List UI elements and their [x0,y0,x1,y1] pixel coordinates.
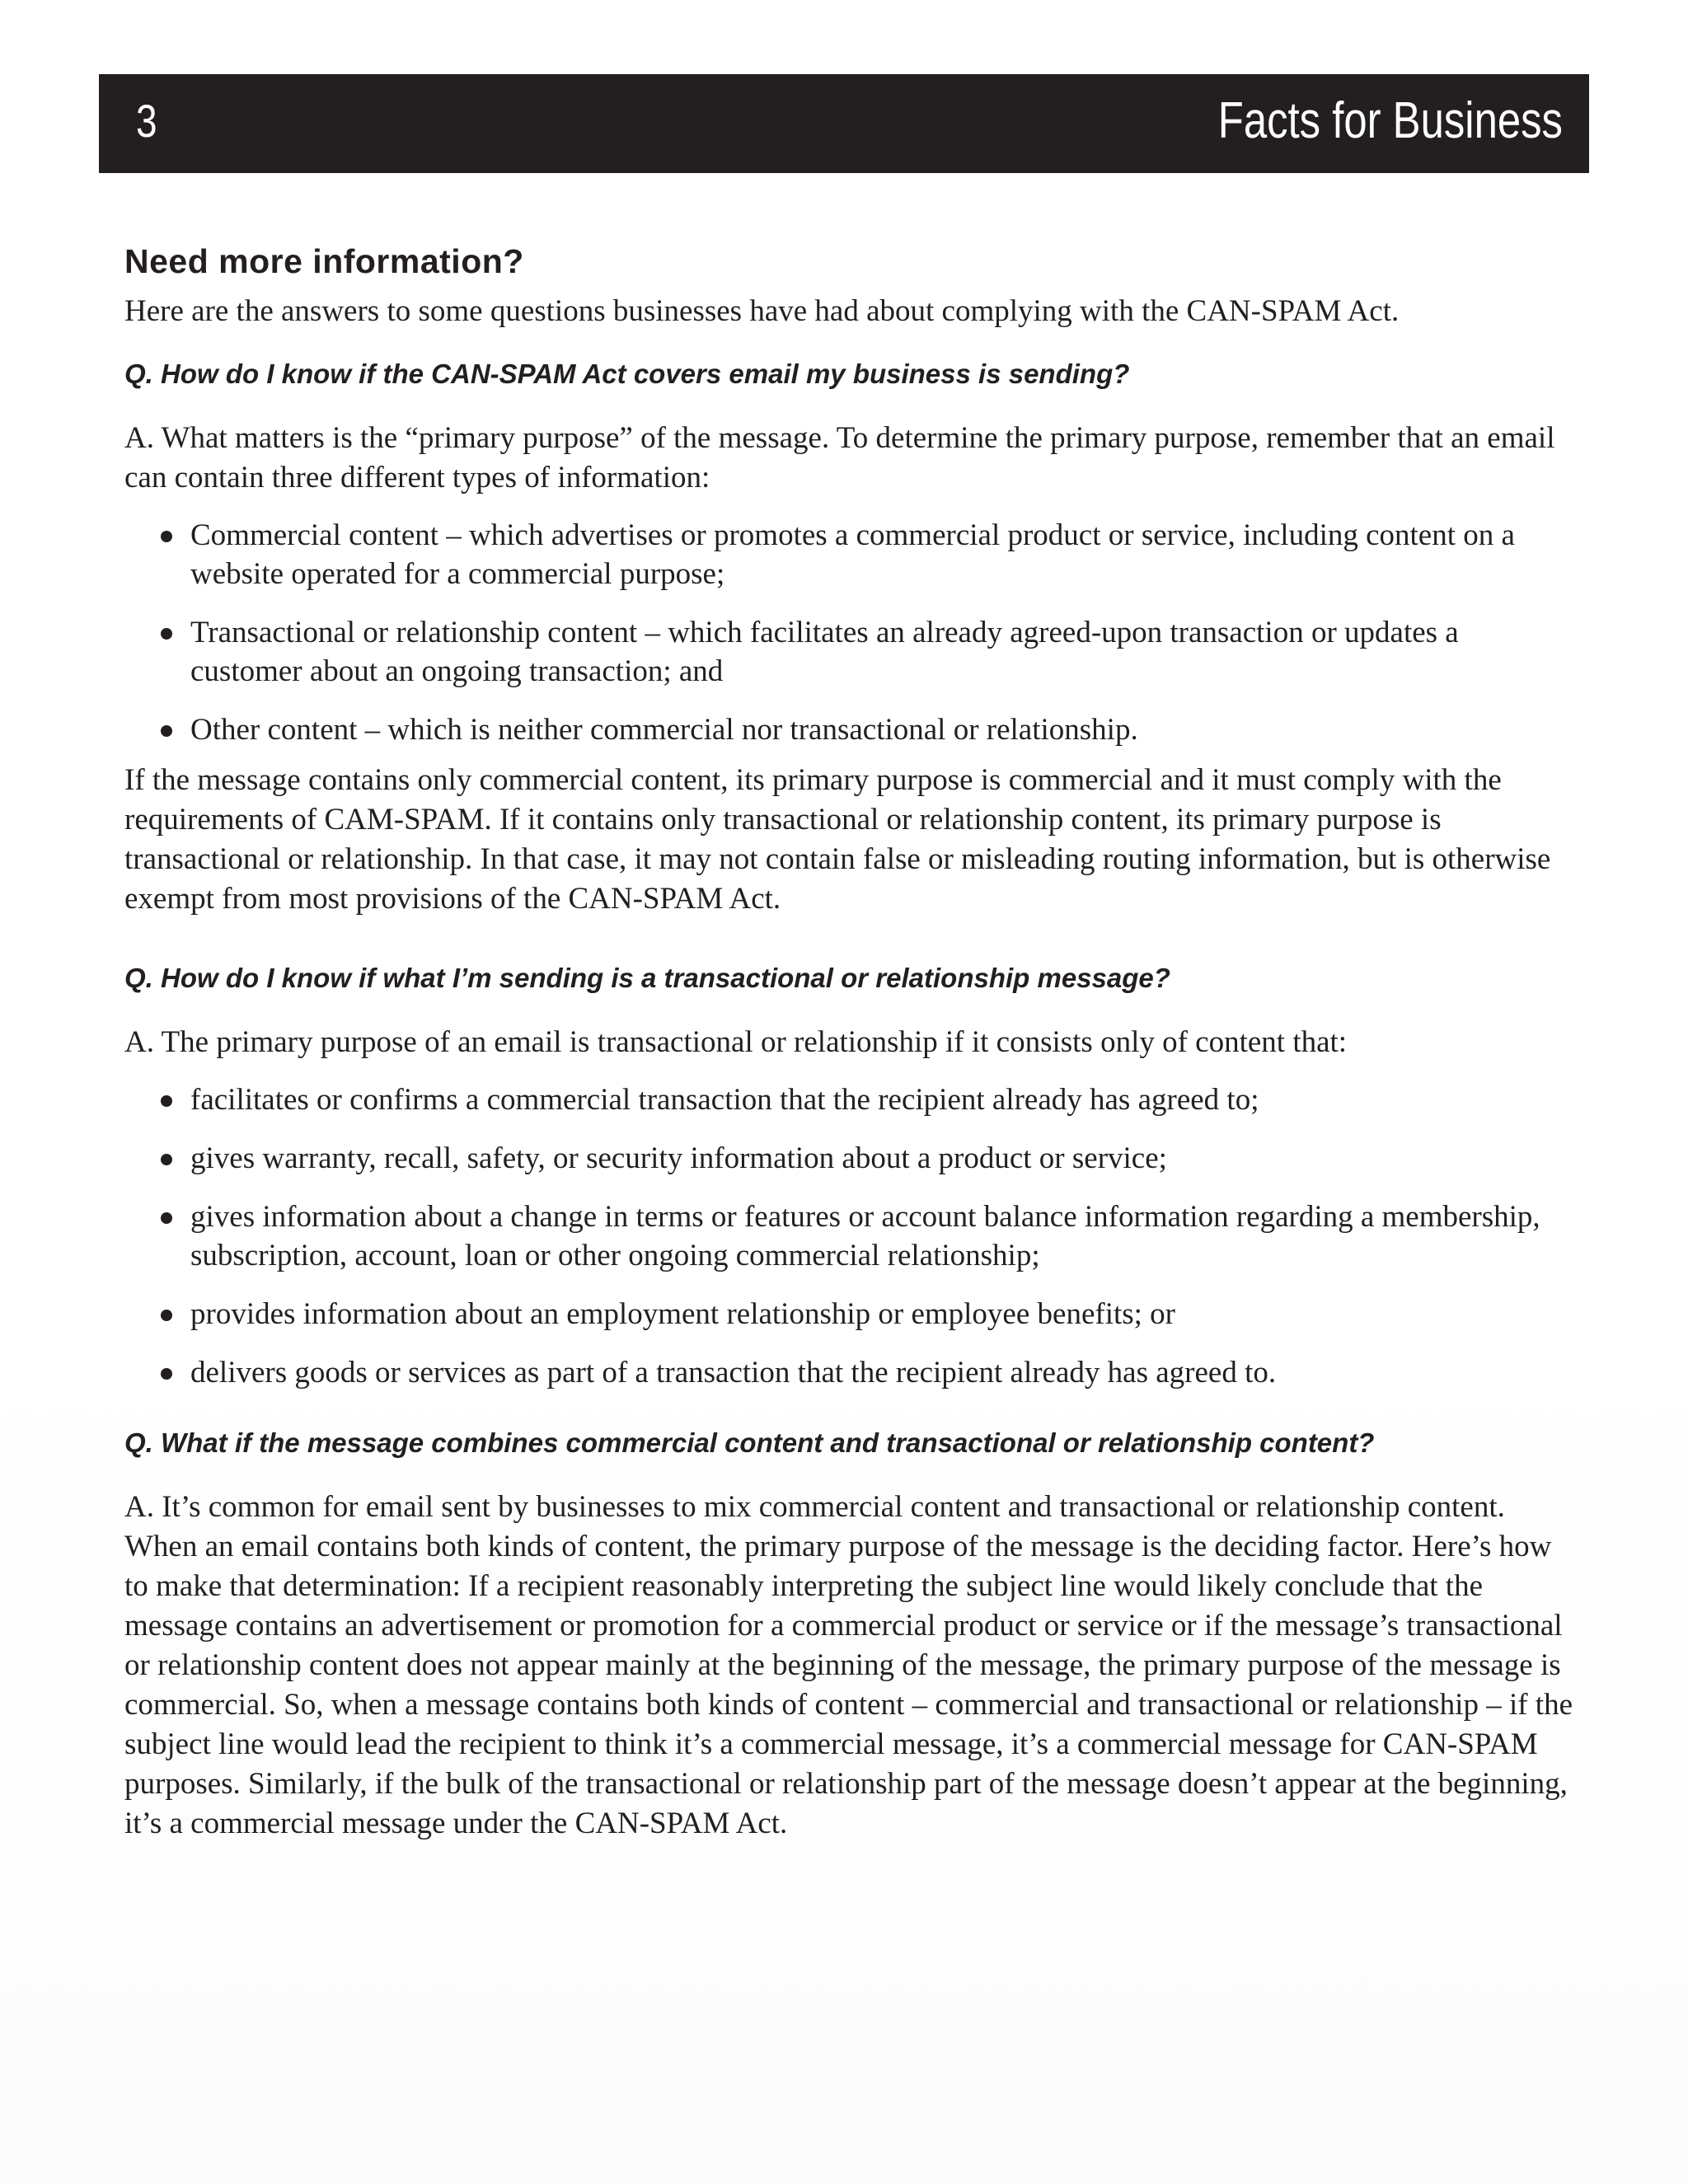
header-title: Facts for Business [1217,92,1563,149]
bullet-list-2 [124,1080,1575,1392]
list-item [124,1353,1575,1392]
list-item-text: facilitates or confirms a commercial transaction that the recipient already has agreed to; [190,1083,1259,1117]
answer-1: A. What matters is the “primary purpose” of the message. To determine the primary purpose, remember that an email can contain three different types of information: [124,421,1555,494]
list-item-text: delivers goods or services as part of a transaction that the recipient already has agreed to. [190,1356,1277,1390]
bullet-icon [161,1368,172,1380]
bullet-icon [161,1154,172,1165]
bullet-icon [161,1310,172,1321]
question-1: Q. How do I know if the CAN-SPAM Act covers email my business is sending? [124,359,1130,389]
bullet-icon [161,1095,172,1107]
bullet-icon [161,1212,172,1224]
list-item [124,1139,1575,1178]
list-item-text: Other content – which is neither commercial nor transactional or relationship. [190,713,1138,747]
list-item-text: provides information about an employment relationship or employee benefits; or [190,1297,1176,1331]
bullet-list-1 [124,516,1575,749]
answer-1-followup: If the message contains only commercial content, its primary purpose is commercial and it must comply with the requirements of CAM-SPAM. If it contains only transactional or relationship content, its primary purpose is transactional or relationship. In that case, it may not contain false or misleading routing information, but is otherwise exempt from most provisions of the CAN-SPAM Act. [124,763,1551,916]
list-item [124,710,1575,749]
list-item [124,516,1575,593]
list-item-text: gives warranty, recall, safety, or security information about a product or service; [190,1141,1167,1175]
list-item-text: Transactional or relationship content – which facilitates an already agreed-upon transaction or updates a customer about an ongoing transaction; and [190,616,1459,688]
page-number: 3 [136,95,157,147]
intro-paragraph: Here are the answers to some questions businesses have had about complying with the CAN-SPAM Act. [124,294,1400,328]
answer-3: A. It’s common for email sent by businesses to mix commercial content and transactional or relationship content. When an email contains both kinds of content, the primary purpose of the message is the deciding factor. Here’s how to make that determination: If a recipient reasonably interpreting the subject line would likely conclude that the message contains an advertisement or promotion for a commercial product or service or if the message’s transactional or relationship content does not appear mainly at the beginning of the message, the primary purpose of the message is commercial. So, when a message contains both kinds of content – commercial and transactional or relationship – if the subject line would lead the recipient to think it’s a commercial message, it’s a commercial message for CAN-SPAM purposes. Similarly, if the bulk of the transactional or relationship part of the message doesn’t appear at the beginning, it’s a commercial message under the CAN-SPAM Act. [124,1490,1573,1840]
list-item [124,1080,1575,1119]
list-item-text: Commercial content – which advertises or promotes a commercial product or service, including content on a website operated for a commercial purpose; [190,518,1515,591]
list-item [124,613,1575,691]
bullet-icon [161,725,172,737]
section-heading: Need more information? [124,242,524,280]
page-header-bar [99,74,1589,173]
answer-2: A. The primary purpose of an email is transactional or relationship if it consists only of content that: [124,1025,1348,1059]
list-item [124,1295,1575,1333]
list-item [124,1197,1575,1275]
bullet-icon [161,531,172,542]
question-3: Q. What if the message combines commercial content and transactional or relationship content? [124,1427,1375,1458]
list-item-text: gives information about a change in terms or features or account balance information regarding a membership, subscription, account, loan or other ongoing commercial relationship; [190,1200,1540,1272]
bullet-icon [161,628,172,640]
question-2: Q. How do I know if what I’m sending is a transactional or relationship message? [124,963,1170,993]
page-content [124,237,1575,1862]
